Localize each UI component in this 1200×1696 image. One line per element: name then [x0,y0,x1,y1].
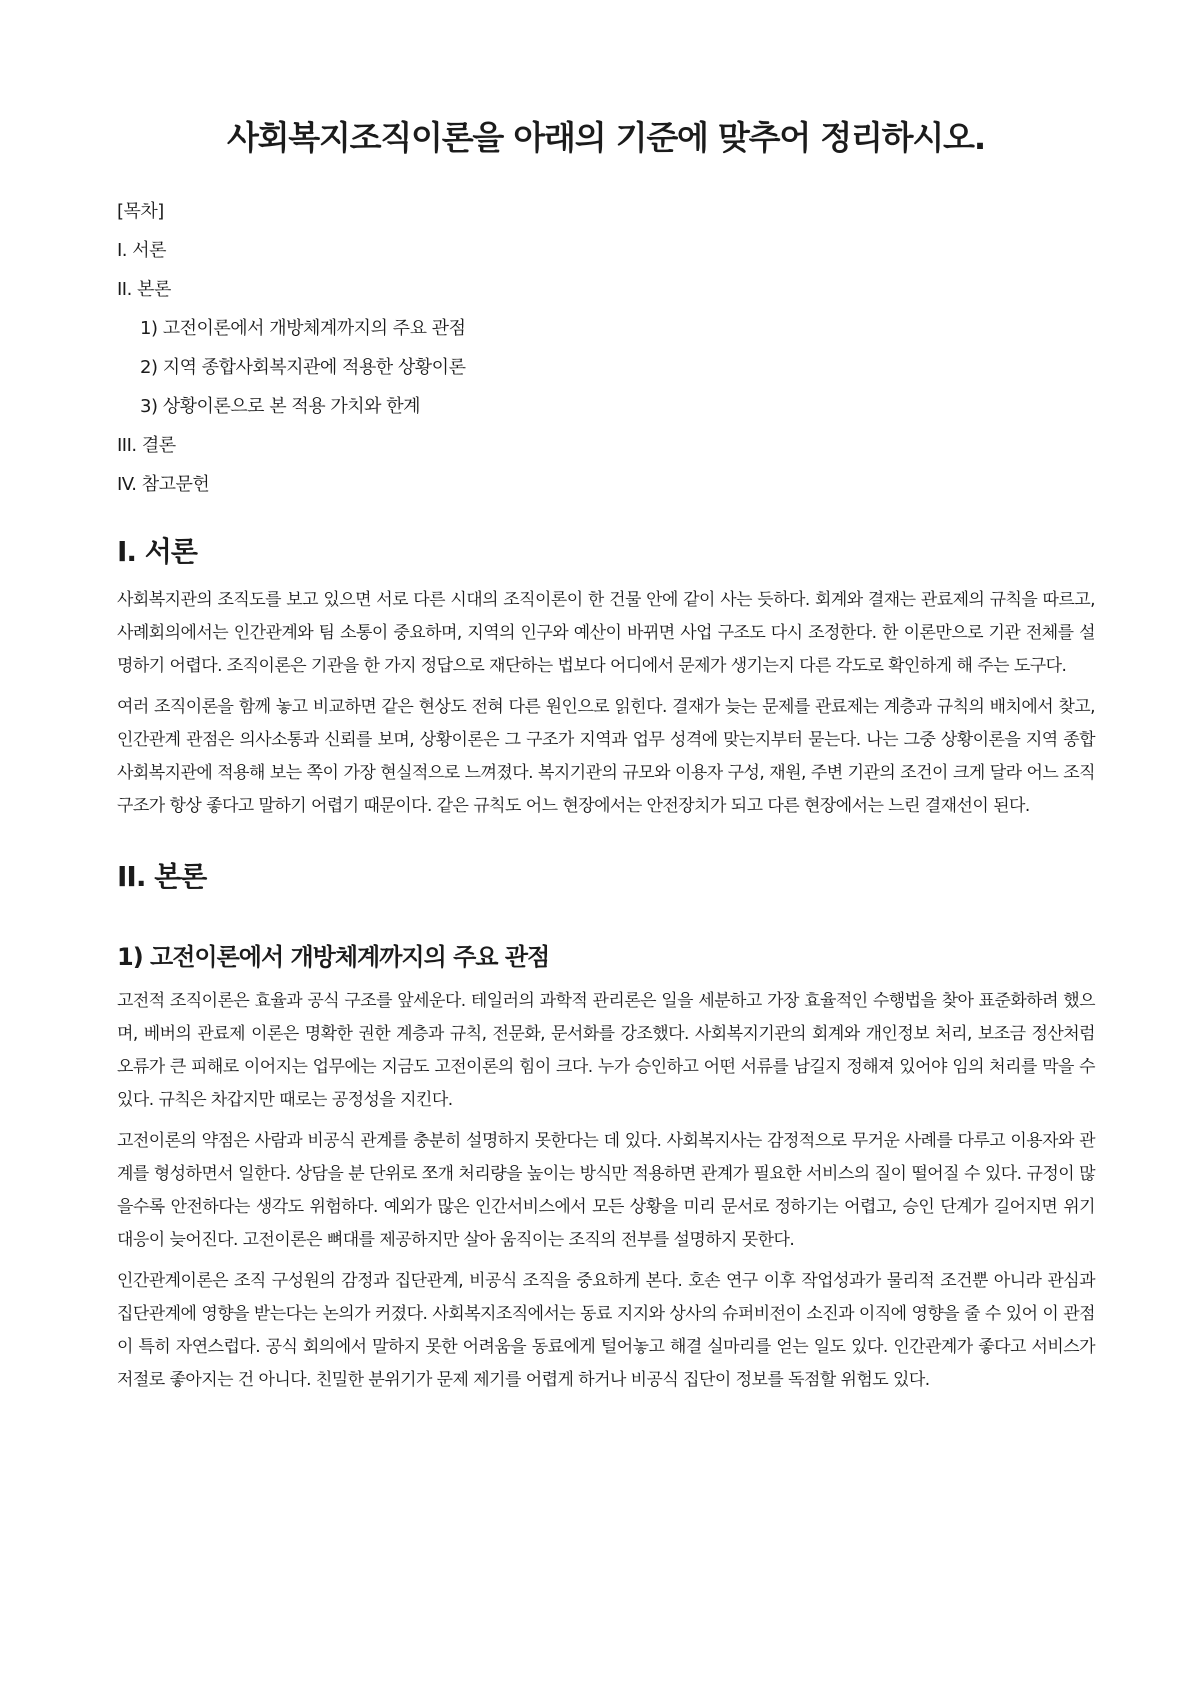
toc-item-introduction: I. 서론 [117,239,167,261]
paragraph: 고전적 조직이론은 효율과 공식 구조를 앞세운다. 테일러의 과학적 관리론은 일을 세분하고 가장 효율적인 수행법을 찾아 표준화하려 했으며, 베버의 관료제 이론은 명확한 권한 계층과 규칙, 전문화, 문서화를 강조했다. 사회복지기관의 회계와 개인정보 처리, 보조금 정산처럼 오류가 큰 피해로 이어지는 업무에는 지금도 고전이론의 힘이 크다. 누가 승인하고 어떤 서류를 남길지 정해져 있어야 임의 처리를 막을 수 있다. 규칙은 차갑지만 때로는 공정성을 지킨다. [117,990,1095,1110]
paragraph: 인간관계이론은 조직 구성원의 감정과 집단관계, 비공식 조직을 중요하게 본다. 호손 연구 이후 작업성과가 물리적 조건뿐 아니라 관심과 집단관계에 영향을 받는다는 논의가 커졌다. 사회복지조직에서는 동료 지지와 상사의 슈퍼비전이 소진과 이직에 영향을 줄 수 있어 이 관점이 특히 자연스럽다. 공식 회의에서 말하지 못한 어려움을 동료에게 털어놓고 해결 실마리를 얻는 일도 있다. 인간관계가 좋다고 서비스가 저절로 좋아지는 건 아니다. 친밀한 분위기가 문제 제기를 어렵게 하거나 비공식 집단이 정보를 독점할 위험도 있다. [117,1270,1095,1390]
introduction-heading: I. 서론 [117,534,197,568]
main-body-section [117,857,1095,1397]
main-body-heading: II. 본론 [117,859,207,893]
toc-item-references: IV. 참고문헌 [117,473,210,495]
table-of-contents [117,192,1095,504]
toc-item-conclusion: III. 결론 [117,434,176,456]
document-title: 사회복지조직이론을 아래의 기준에 맞추어 정리하시오. [226,118,986,157]
paragraph: 사회복지관의 조직도를 보고 있으면 서로 다른 시대의 조직이론이 한 건물 안에 같이 사는 듯하다. 회계와 결재는 관료제의 규칙을 따르고, 사례회의에서는 인간관계와 팀 소통이 중요하며, 지역의 인구와 예산이 바뀌면 사업 구조도 다시 조정한다. 한 이론만으로 기관 전체를 설명하기 어렵다. 조직이론은 기관을 한 가지 정답으로 재단하는 법보다 어디에서 문제가 생기는지 다른 각도로 확인하게 해 주는 도구다. [117,589,1095,676]
paragraph: 고전이론의 약점은 사람과 비공식 관계를 충분히 설명하지 못한다는 데 있다. 사회복지사는 감정적으로 무거운 사례를 다루고 이용자와 관계를 형성하면서 일한다. 상담을 분 단위로 쪼개 처리량을 높이는 방식만 적용하면 관계가 필요한 서비스의 질이 떨어질 수 있다. 규정이 많을수록 안전하다는 생각도 위험하다. 예외가 많은 인간서비스에서 모든 상황을 미리 문서로 정하기는 어렵고, 승인 단계가 길어지면 위기 대응이 늦어진다. 고전이론은 뼈대를 제공하지만 살아 움직이는 조직의 전부를 설명하지 못한다. [117,1130,1095,1250]
toc-heading: [목차] [117,200,164,222]
paragraph: 여러 조직이론을 함께 놓고 비교하면 같은 현상도 전혀 다른 원인으로 읽힌다. 결재가 늦는 문제를 관료제는 계층과 규칙의 배치에서 찾고, 인간관계 관점은 의사소통과 신뢰를 보며, 상황이론은 그 구조가 지역과 업무 성격에 맞는지부터 묻는다. 나는 그중 상황이론을 지역 종합사회복지관에 적용해 보는 쪽이 가장 현실적으로 느껴졌다. 복지기관의 규모와 이용자 구성, 재원, 주변 기관의 조건이 크게 달라 어느 조직구조가 항상 좋다고 말하기 어렵기 때문이다. 같은 규칙도 어느 현장에서는 안전장치가 되고 다른 현장에서는 느린 결재선이 된다. [117,696,1095,816]
subsection-1-heading: 1) 고전이론에서 개방체계까지의 주요 관점 [117,942,550,971]
introduction-section [117,532,1095,823]
toc-item-subsection-1: 1) 고전이론에서 개방체계까지의 주요 관점 [140,317,466,339]
toc-item-main-body: II. 본론 [117,278,171,300]
toc-item-subsection-3: 3) 상황이론으로 본 적용 가치와 한계 [140,395,421,417]
toc-item-subsection-2: 2) 지역 종합사회복지관에 적용한 상황이론 [140,356,466,378]
